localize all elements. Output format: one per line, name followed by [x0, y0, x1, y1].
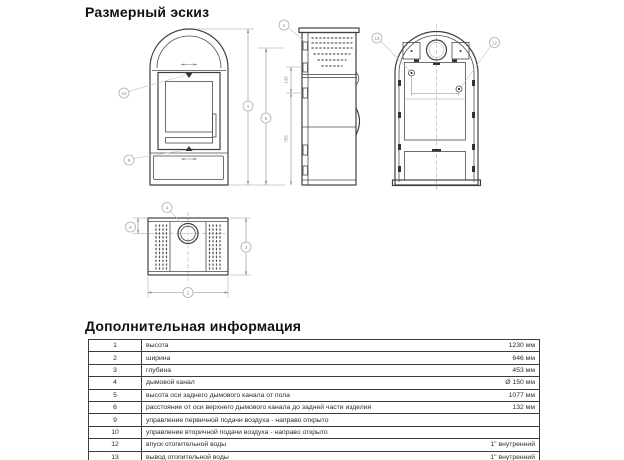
row-number: 10	[89, 426, 142, 438]
row-value: Ø 150 мм	[447, 377, 540, 389]
callout-water-outlet	[372, 33, 409, 70]
row-number: 2	[89, 352, 142, 364]
callout-label: 10	[121, 90, 127, 96]
rear-view	[393, 24, 481, 190]
callout-secondary-air	[119, 75, 186, 98]
table-row	[89, 340, 540, 352]
sketch-section-title: Размерный эскиз	[85, 4, 210, 20]
secondary-air-control	[186, 73, 193, 78]
row-value: 1" внутренний	[447, 451, 540, 460]
row-description: управление первичной подачи воздуха - направо открыто	[142, 414, 448, 426]
dim-label-depth: 3	[244, 244, 248, 250]
table-row	[89, 377, 540, 389]
callout-primary-air	[124, 150, 186, 165]
row-description: расстояние от оси верхнего дымового канала до задней части изделия	[142, 401, 448, 413]
dimension-depth	[230, 218, 251, 275]
row-value: 1077 мм	[447, 389, 540, 401]
table-row	[89, 451, 540, 460]
row-description: дымовой канал	[142, 377, 448, 389]
top-view	[148, 212, 228, 281]
row-value: 646 мм	[447, 352, 540, 364]
callout-flue-top	[162, 203, 184, 227]
row-description: высота оси заднего дымового канала от пола	[142, 389, 448, 401]
table-row	[89, 414, 540, 426]
callout-label: 13	[374, 35, 380, 41]
dimension-flue-axis-offset	[126, 218, 151, 234]
callout-flue-side	[279, 20, 304, 41]
callout-label: 12	[491, 40, 498, 46]
dim-label-side-lower: 765	[283, 135, 289, 143]
row-value: 453 мм	[447, 364, 540, 376]
row-description: управление вторичной подачи воздуха - направо открыто	[142, 426, 448, 438]
row-number: 9	[89, 414, 142, 426]
primary-air-control	[186, 146, 193, 151]
dimension-flue-axis-height	[258, 48, 284, 185]
row-number: 6	[89, 401, 142, 413]
row-value: 132 мм	[447, 401, 540, 413]
table-row	[89, 439, 540, 451]
specifications-table-body	[89, 340, 540, 460]
dim-label-side-upper: 145	[283, 76, 289, 84]
row-value	[447, 426, 540, 438]
row-value	[447, 414, 540, 426]
row-number: 4	[89, 377, 142, 389]
door-handle	[213, 114, 217, 137]
callout-label: 9	[127, 157, 131, 163]
row-description: высота	[142, 340, 448, 352]
dim-label-height: 1	[246, 103, 250, 109]
callout-label: 4	[282, 22, 286, 28]
row-number: 1	[89, 340, 142, 352]
dimension-height	[195, 29, 285, 185]
table-row	[89, 401, 540, 413]
specifications-table	[88, 339, 540, 460]
info-section-title: Дополнительная информация	[85, 318, 302, 334]
callout-label: 4	[165, 205, 169, 211]
row-number: 13	[89, 451, 142, 460]
side-view-dimensions	[284, 67, 304, 185]
row-value: 1230 мм	[447, 340, 540, 352]
row-description: впуск отопительной воды	[142, 439, 448, 451]
row-number: 3	[89, 364, 142, 376]
table-row	[89, 364, 540, 376]
dim-label-flue-axis-height: 5	[264, 115, 268, 121]
row-description: ширина	[142, 352, 448, 364]
row-number: 12	[89, 439, 142, 451]
row-description: глубина	[142, 364, 448, 376]
row-number: 5	[89, 389, 142, 401]
row-description: вывод отопительной воды	[142, 451, 448, 460]
row-value: 1" внутренний	[447, 439, 540, 451]
table-row	[89, 426, 540, 438]
dim-label-flue-axis-offset: 6	[129, 224, 132, 230]
front-view	[150, 29, 228, 185]
dim-label-width: 2	[186, 290, 190, 296]
table-row	[89, 389, 540, 401]
side-view	[299, 28, 360, 185]
table-row	[89, 352, 540, 364]
